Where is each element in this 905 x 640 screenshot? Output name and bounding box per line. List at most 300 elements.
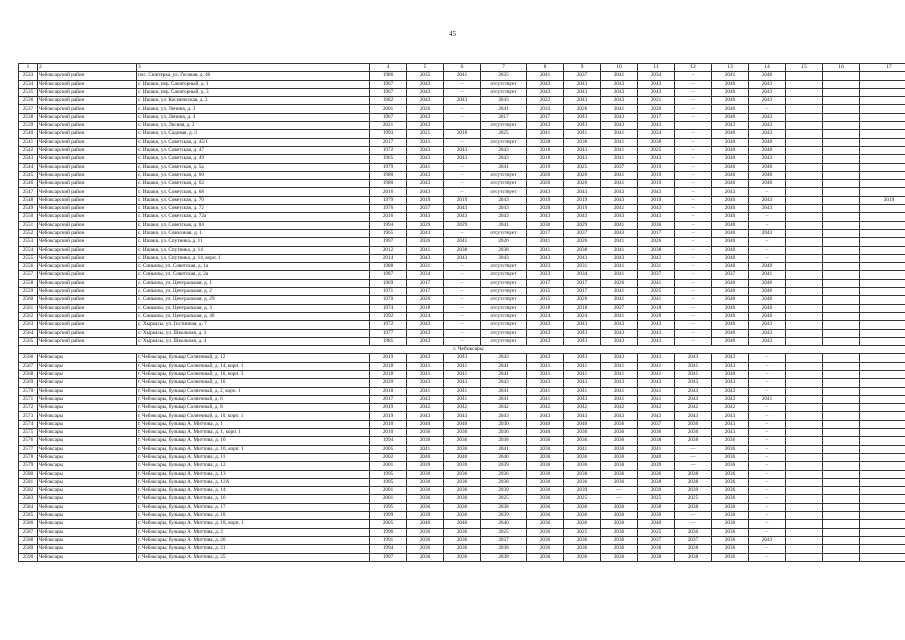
table-cell: 2043: [749, 229, 786, 237]
table-cell: 2043: [601, 329, 638, 337]
table-cell: 2536: [19, 97, 38, 105]
page-number: 45: [449, 30, 456, 38]
table-cell: 2016: [370, 213, 407, 221]
table-cell: 2588: [19, 536, 38, 544]
table-cell: 2041: [601, 312, 638, 320]
table-cell: 2041: [407, 362, 444, 370]
table-cell: 2019: [564, 196, 601, 204]
table-cell: 2043: [712, 354, 749, 362]
table-cell: [786, 213, 823, 221]
table-cell: –: [675, 97, 712, 105]
table-cell: Чебоксарский район: [38, 97, 137, 105]
table-cell: 2043: [638, 337, 675, 345]
table-cell: 2041: [481, 362, 527, 370]
table-cell: [786, 238, 823, 246]
table-cell: –: [749, 412, 786, 420]
table-cell: [823, 470, 860, 478]
table-cell: с. Синьялы, ул. Центральная, д. 2: [137, 288, 370, 296]
table-cell: –: [444, 279, 481, 287]
table-cell: –: [675, 213, 712, 221]
table-cell: 2565: [19, 337, 38, 345]
table-cell: [786, 495, 823, 503]
table-cell: 2043: [407, 229, 444, 237]
table-cell: 2: [38, 64, 137, 72]
table-cell: 2043: [444, 412, 481, 420]
table-cell: –: [444, 296, 481, 304]
table-cell: 1994: [370, 545, 407, 553]
table-cell: 2040: [712, 97, 749, 105]
table-cell: 16: [823, 64, 860, 72]
table-cell: –: [675, 205, 712, 213]
table-cell: 1988: [370, 263, 407, 271]
table-cell: [860, 171, 905, 179]
table-cell: 2043: [407, 88, 444, 96]
table-cell: Чебоксарский район: [38, 88, 137, 96]
table-cell: –: [675, 296, 712, 304]
table-cell: 2538: [19, 113, 38, 121]
table-row: [19, 512, 905, 520]
table-cell: 2038: [564, 470, 601, 478]
table-cell: 2041: [749, 271, 786, 279]
table-cell: г. Чебоксары, бульвар А. Миттова, д. 21: [137, 545, 370, 553]
table-cell: [823, 429, 860, 437]
table-cell: [786, 288, 823, 296]
table-cell: 1970: [370, 296, 407, 304]
table-cell: [860, 487, 905, 495]
table-cell: 2549: [19, 205, 38, 213]
table-cell: [675, 122, 712, 130]
table-cell: 2043: [481, 205, 527, 213]
table-cell: с. Ишаки, ул. Спутника, д. 11: [137, 238, 370, 246]
table-row: [19, 545, 905, 553]
table-cell: 2036: [712, 453, 749, 461]
table-cell: —: [675, 445, 712, 453]
table-cell: 2041: [638, 362, 675, 370]
table-cell: –: [749, 387, 786, 395]
table-row: [19, 72, 905, 80]
table-cell: 2556: [19, 263, 38, 271]
table-cell: [823, 288, 860, 296]
table-cell: 2043: [749, 80, 786, 88]
table-cell: –: [749, 478, 786, 486]
table-cell: 2025: [481, 130, 527, 138]
table-cell: Чебоксарский район: [38, 80, 137, 88]
table-cell: –: [749, 238, 786, 246]
table-cell: 2039: [564, 487, 601, 495]
table-cell: 2039: [638, 512, 675, 520]
table-cell: 2040: [444, 520, 481, 528]
table-cell: с. Ишаки, ул. Советская, д. 84: [137, 221, 370, 229]
table-cell: 2043: [638, 188, 675, 196]
table-cell: 2043: [527, 188, 564, 196]
table-cell: —: [675, 512, 712, 520]
table-cell: 2043: [407, 337, 444, 345]
table-cell: 11: [638, 64, 675, 72]
table-cell: 2537: [19, 105, 38, 113]
table-cell: 1994: [370, 221, 407, 229]
table-cell: 1992: [370, 312, 407, 320]
table-cell: 2036: [601, 553, 638, 561]
table-cell: [823, 528, 860, 536]
table-cell: 2043: [638, 155, 675, 163]
table-cell: с. Ишаки, ул. Спутника, д. 14, корп. 1: [137, 254, 370, 262]
table-cell: 2040: [444, 453, 481, 461]
table-cell: [823, 105, 860, 113]
table-cell: Чебоксарский район: [38, 105, 137, 113]
table-cell: [823, 553, 860, 561]
table-cell: [786, 122, 823, 130]
table-cell: 2040: [712, 296, 749, 304]
table-cell: 2019: [407, 196, 444, 204]
table-row: [19, 238, 905, 246]
table-cell: 2036: [407, 470, 444, 478]
table-cell: 2043: [749, 88, 786, 96]
table-cell: –: [675, 271, 712, 279]
table-cell: 2534: [19, 80, 38, 88]
table-cell: 2043: [481, 97, 527, 105]
table-cell: [860, 536, 905, 544]
table-cell: 2043: [407, 122, 444, 130]
table-cell: [786, 130, 823, 138]
table-cell: 1971: [370, 288, 407, 296]
table-cell: 2559: [19, 288, 38, 296]
table-cell: 2038: [481, 545, 527, 553]
table-cell: [860, 105, 905, 113]
table-cell: Чебоксарский район: [38, 329, 137, 337]
table-cell: 2043: [481, 412, 527, 420]
table-cell: 2580: [19, 470, 38, 478]
table-cell: 2024: [407, 312, 444, 320]
table-cell: 1996: [370, 528, 407, 536]
table-cell: 2041: [407, 445, 444, 453]
table-cell: [786, 420, 823, 428]
table-cell: 2019: [860, 196, 905, 204]
table-cell: 2040: [712, 205, 749, 213]
table-cell: –: [675, 180, 712, 188]
table-cell: [860, 520, 905, 528]
table-cell: 2042: [638, 404, 675, 412]
table-cell: 2036: [527, 445, 564, 453]
table-cell: 2036: [527, 453, 564, 461]
table-cell: 2025: [638, 146, 675, 154]
table-cell: [823, 213, 860, 221]
table-cell: –: [444, 271, 481, 279]
table-cell: 2038: [675, 478, 712, 486]
table-cell: 2546: [19, 180, 38, 188]
table-cell: [786, 354, 823, 362]
table-cell: –: [444, 105, 481, 113]
table-cell: 2040: [712, 163, 749, 171]
header-row: [19, 64, 905, 72]
table-cell: —: [675, 520, 712, 528]
table-cell: 2036: [527, 503, 564, 511]
table-cell: 2025: [638, 288, 675, 296]
table-cell: 2018: [370, 387, 407, 395]
table-cell: Чебоксарский район: [38, 163, 137, 171]
table-cell: 2043: [527, 379, 564, 387]
table-cell: с. Ишаки, ул. Советская, д. 72а: [137, 213, 370, 221]
table-cell: Чебоксарский район: [38, 337, 137, 345]
table-cell: [823, 370, 860, 378]
table-cell: –: [675, 72, 712, 80]
table-cell: Чебоксары: [38, 387, 137, 395]
table-cell: 2040: [749, 296, 786, 304]
table-cell: —: [601, 487, 638, 495]
table-cell: [860, 205, 905, 213]
table-cell: 2041: [601, 370, 638, 378]
table-row: [19, 412, 905, 420]
table-cell: 2020: [527, 205, 564, 213]
table-cell: –: [444, 229, 481, 237]
table-cell: –: [675, 155, 712, 163]
table-cell: [786, 196, 823, 204]
table-cell: [823, 337, 860, 345]
table-cell: 2041: [527, 246, 564, 254]
table-cell: Чебоксары: [38, 462, 137, 470]
table-cell: [860, 180, 905, 188]
table-cell: 2019: [370, 412, 407, 420]
table-cell: 2040: [638, 520, 675, 528]
table-cell: 2038: [675, 437, 712, 445]
table-cell: 2041: [712, 72, 749, 80]
table-row: [19, 213, 905, 221]
table-cell: 2043: [481, 213, 527, 221]
table-cell: Чебоксарский район: [38, 155, 137, 163]
table-cell: [860, 130, 905, 138]
table-cell: –: [749, 495, 786, 503]
table-cell: Чебоксары: [38, 395, 137, 403]
table-cell: 1969: [370, 279, 407, 287]
table-cell: 2042: [564, 404, 601, 412]
table-cell: 2036: [444, 553, 481, 561]
table-cell: с. Ишаки, ул. Садовая, д. 3: [137, 130, 370, 138]
table-cell: [823, 354, 860, 362]
table-cell: с. Ишаки, ул. Космическая, д. 2: [137, 97, 370, 105]
table-cell: 2036: [407, 536, 444, 544]
table-cell: 2041: [527, 238, 564, 246]
table-cell: 2041: [749, 395, 786, 403]
table-cell: 2041: [407, 163, 444, 171]
table-cell: 2036: [564, 437, 601, 445]
table-cell: 2036: [712, 528, 749, 536]
table-cell: –: [749, 528, 786, 536]
table-cell: [823, 180, 860, 188]
table-cell: [860, 462, 905, 470]
table-cell: 2036: [712, 545, 749, 553]
table-cell: 2038: [638, 503, 675, 511]
table-cell: г. Чебоксары, бульвар А. Миттова, д. 25: [137, 553, 370, 561]
table-cell: [786, 395, 823, 403]
table-cell: 1977: [370, 329, 407, 337]
table-cell: –: [675, 329, 712, 337]
table-cell: 2040: [749, 138, 786, 146]
table-cell: 2041: [444, 238, 481, 246]
table-cell: 1991: [370, 536, 407, 544]
table-row: [19, 370, 905, 378]
table-cell: 2040: [527, 429, 564, 437]
table-cell: Чебоксарский район: [38, 304, 137, 312]
table-cell: 2028: [638, 312, 675, 320]
table-cell: –: [749, 487, 786, 495]
table-cell: [786, 404, 823, 412]
table-cell: 2037: [638, 420, 675, 428]
table-cell: 2041: [444, 72, 481, 80]
table-cell: 1972: [370, 321, 407, 329]
table-cell: 2036: [407, 437, 444, 445]
table-cell: [823, 88, 860, 96]
table-cell: г. Чебоксары, бульвар Солнечный, д. 2, корп. 1: [137, 387, 370, 395]
table-cell: 2041: [444, 370, 481, 378]
table-cell: 2040: [527, 420, 564, 428]
table-cell: 2041: [527, 395, 564, 403]
table-row: [19, 470, 905, 478]
table-cell: 2026: [638, 105, 675, 113]
table-cell: 2018: [527, 155, 564, 163]
table-cell: [823, 130, 860, 138]
table-cell: 2041: [407, 138, 444, 146]
table-cell: 2025: [638, 495, 675, 503]
table-cell: 2036: [601, 536, 638, 544]
table-cell: 2031: [407, 263, 444, 271]
table-row: [19, 288, 905, 296]
table-cell: 2040: [712, 196, 749, 204]
table-cell: 2036: [601, 478, 638, 486]
table-cell: 9: [564, 64, 601, 72]
table-cell: отсутствует: [481, 304, 527, 312]
table-cell: 2040: [481, 453, 527, 461]
table-cell: г. Чебоксары, бульвар Солнечный, д. 14, корп. 1: [137, 362, 370, 370]
table-cell: –: [749, 105, 786, 113]
table-cell: 2029: [444, 221, 481, 229]
table-cell: –: [444, 321, 481, 329]
table-cell: 2550: [19, 213, 38, 221]
table-cell: 2043: [712, 420, 749, 428]
table-cell: [823, 271, 860, 279]
table-row: [19, 321, 905, 329]
table-cell: Чебоксары: [38, 470, 137, 478]
table-cell: г. Чебоксары, бульвар Солнечный, д. 6: [137, 395, 370, 403]
table-cell: 2038: [675, 545, 712, 553]
table-cell: Чебоксары: [38, 545, 137, 553]
table-cell: –: [749, 221, 786, 229]
table-cell: 2575: [19, 429, 38, 437]
table-cell: 2018: [407, 304, 444, 312]
table-cell: 2017: [407, 279, 444, 287]
table-cell: [860, 113, 905, 121]
table-cell: [860, 213, 905, 221]
table-cell: Чебоксары: [38, 437, 137, 445]
table-cell: 2043: [527, 80, 564, 88]
table-cell: [823, 263, 860, 271]
table-cell: –: [675, 221, 712, 229]
table-cell: отсутствует: [481, 288, 527, 296]
table-cell: 2043: [712, 395, 749, 403]
table-cell: 2043: [601, 122, 638, 130]
table-cell: 2038: [638, 545, 675, 553]
table-cell: 2040: [712, 370, 749, 378]
table-cell: 2016: [370, 188, 407, 196]
table-cell: [860, 404, 905, 412]
table-cell: 2018: [370, 362, 407, 370]
table-row: [19, 304, 905, 312]
table-cell: 2036: [444, 512, 481, 520]
table-cell: [823, 520, 860, 528]
table-cell: 2043: [444, 205, 481, 213]
table-cell: [786, 520, 823, 528]
table-cell: 2040: [712, 80, 749, 88]
table-cell: 2043: [481, 196, 527, 204]
table-cell: г. Чебоксары, бульвар А. Миттова, д. 14: [137, 487, 370, 495]
table-cell: 2567: [19, 362, 38, 370]
table-cell: 2041: [527, 362, 564, 370]
table-cell: [823, 205, 860, 213]
table-cell: с. Ишаки, ул. Лесная, д. 2: [137, 122, 370, 130]
table-cell: 1967: [370, 80, 407, 88]
table-cell: 2560: [19, 296, 38, 304]
table-cell: 2014: [370, 254, 407, 262]
table-cell: 2036: [564, 429, 601, 437]
table-cell: 2564: [19, 329, 38, 337]
table-cell: 2553: [19, 238, 38, 246]
table-cell: Чебоксары: [38, 536, 137, 544]
table-cell: 2036: [527, 462, 564, 470]
table-cell: 2043: [407, 180, 444, 188]
table-cell: 2017: [638, 229, 675, 237]
table-cell: [786, 254, 823, 262]
table-cell: 2040: [749, 180, 786, 188]
table-cell: 2036: [601, 520, 638, 528]
table-cell: г. Чебоксары, бульвар Солнечный, д. 10, корп. 1: [137, 412, 370, 420]
table-cell: –: [749, 470, 786, 478]
table-cell: 2572: [19, 404, 38, 412]
table-cell: –: [675, 279, 712, 287]
table-cell: 2041: [481, 387, 527, 395]
table-cell: 2040: [712, 130, 749, 138]
table-cell: [860, 453, 905, 461]
table-cell: 2581: [19, 478, 38, 486]
table-cell: 2036: [407, 495, 444, 503]
table-cell: 2017: [564, 288, 601, 296]
table-cell: 2043: [527, 354, 564, 362]
table-cell: [860, 429, 905, 437]
table-cell: 2001: [370, 462, 407, 470]
table-cell: –: [675, 254, 712, 262]
table-cell: [823, 379, 860, 387]
table-cell: 2036: [527, 545, 564, 553]
table-cell: –: [749, 520, 786, 528]
table-cell: с. Ишаки, ул. Советская, д. 68: [137, 188, 370, 196]
table-cell: 2036: [712, 462, 749, 470]
table-cell: Чебоксары: [38, 503, 137, 511]
table-cell: [786, 503, 823, 511]
table-cell: [823, 387, 860, 395]
table-cell: 2005: [370, 445, 407, 453]
table-cell: 2043: [564, 213, 601, 221]
table-cell: [786, 105, 823, 113]
table-cell: 2019: [370, 404, 407, 412]
table-cell: Чебоксары: [38, 379, 137, 387]
table-cell: –: [444, 263, 481, 271]
table-cell: 2036: [444, 495, 481, 503]
table-cell: 2005: [370, 520, 407, 528]
table-cell: 2584: [19, 503, 38, 511]
table-cell: 2037: [564, 72, 601, 80]
table-cell: [786, 487, 823, 495]
table-cell: 2043: [638, 122, 675, 130]
table-cell: 2018: [444, 130, 481, 138]
table-cell: отсутствует: [481, 138, 527, 146]
table-cell: 2042: [444, 404, 481, 412]
